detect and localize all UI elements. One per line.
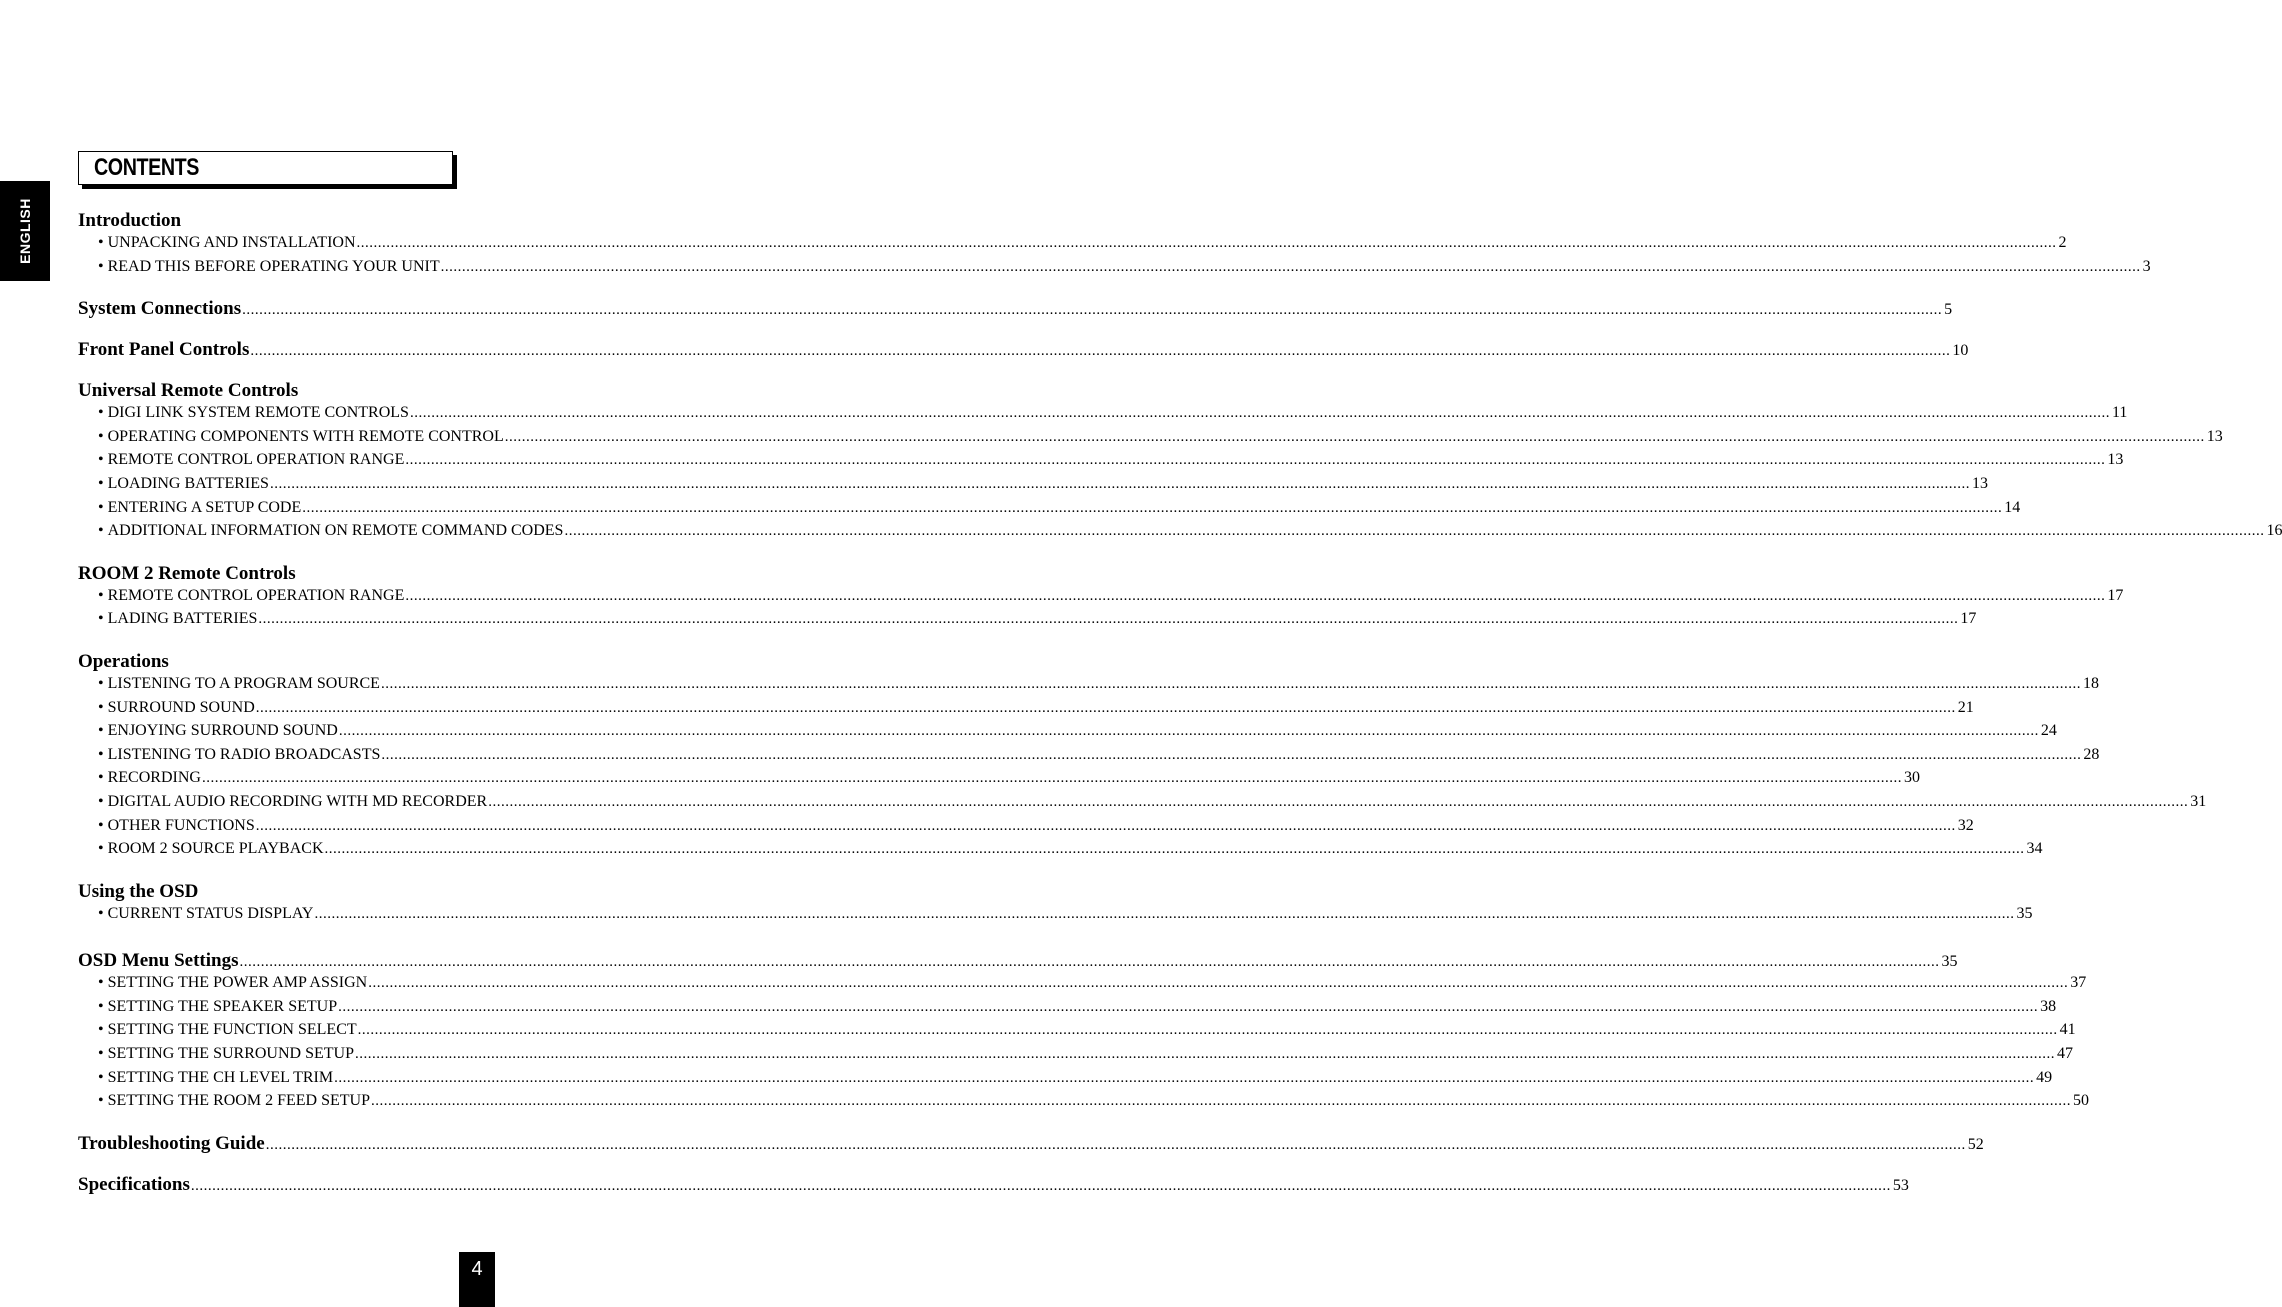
bullet-icon: • [98, 997, 104, 1015]
toc-entry [78, 404, 2128, 428]
toc-page-number: 11 [2111, 404, 2128, 422]
toc-section [78, 210, 2151, 281]
toc-entry-label: UNPACKING AND INSTALLATION [107, 234, 356, 251]
toc-entry [78, 1092, 2089, 1116]
toc-page-number: 13 [2206, 427, 2223, 445]
toc-section-title: Introduction [78, 210, 182, 231]
toc-entry-label: DIGITAL AUDIO RECORDING WITH MD RECORDER [107, 792, 488, 810]
toc-entry-label: LOADING BATTERIES [107, 474, 269, 492]
toc-page-number: 35 [1941, 953, 1958, 971]
toc-page-number: 37 [2070, 974, 2087, 992]
toc-section-heading [78, 380, 864, 404]
toc-section-heading [78, 651, 864, 675]
toc-section-heading [78, 339, 1969, 363]
toc-section [78, 380, 2282, 546]
bullet-icon: • [98, 840, 104, 858]
toc-section [78, 950, 2089, 1116]
toc-section-title: Specifications [78, 1173, 190, 1195]
dot-leader: ................................................................................................................................................................................................................................................................................................................................................................................................................ [356, 235, 2057, 251]
bullet-icon: • [98, 1045, 104, 1063]
toc-entry [78, 674, 2099, 699]
toc-entry [78, 974, 2087, 998]
toc-page-number: 35 [2016, 904, 2033, 922]
toc-entry-label: ENTERING A SETUP CODE [107, 498, 302, 516]
toc-page-number: 34 [2026, 840, 2043, 858]
dot-leader: ................................................................................................................................................................................................................................................................................................................................................................................................................ [357, 1022, 2058, 1039]
toc-entry [78, 498, 2021, 523]
toc-page-number: 49 [2036, 1068, 2053, 1086]
toc-entry-label: SETTING THE CH LEVEL TRIM [107, 1068, 334, 1086]
table-of-contents [78, 210, 2282, 1215]
bullet-icon: • [98, 698, 104, 716]
toc-entry-label: SETTING THE ROOM 2 FEED SETUP [107, 1092, 370, 1110]
toc-entry [78, 698, 1974, 723]
toc-entry-label: SURROUND SOUND [107, 698, 255, 716]
dot-leader: ................................................................................................................................................................................................................................................................................................................................................................................................................ [265, 1136, 1966, 1153]
bullet-icon: • [98, 1068, 104, 1086]
dot-leader: ................................................................................................................................................................................................................................................................................................................................................................................................................ [381, 746, 2082, 763]
toc-section [78, 880, 2033, 929]
bullet-icon: • [98, 427, 104, 445]
bullet-icon: • [98, 974, 104, 992]
dot-leader: ................................................................................................................................................................................................................................................................................................................................................................................................................ [380, 675, 2081, 692]
language-tab [0, 181, 50, 281]
toc-entry-label: RECORDING [107, 769, 201, 787]
toc-section-title: Front Panel Controls [78, 339, 250, 361]
bullet-icon: • [98, 522, 104, 540]
toc-section [78, 1132, 1984, 1157]
page-number: 4 [459, 1252, 495, 1307]
toc-entry-label: LADING BATTERIES [107, 610, 258, 628]
page-title: CONTENTS [94, 154, 199, 181]
toc-entry-label: SETTING THE POWER AMP ASSIGN [107, 974, 368, 992]
dot-leader: ................................................................................................................................................................................................................................................................................................................................................................................................................ [258, 611, 1959, 628]
dot-leader: ................................................................................................................................................................................................................................................................................................................................................................................................................ [190, 1177, 1891, 1194]
toc-page-number: 13 [1971, 474, 1988, 492]
toc-section [78, 298, 1953, 322]
toc-entry [78, 257, 2151, 282]
toc-entry-label: ADDITIONAL INFORMATION ON REMOTE COMMAND CODES [107, 522, 564, 540]
toc-page-number: 24 [2040, 722, 2057, 740]
dot-leader: ................................................................................................................................................................................................................................................................................................................................................................................................................ [370, 1093, 2071, 1110]
dot-leader: ................................................................................................................................................................................................................................................................................................................................................................................................................ [314, 905, 2015, 922]
toc-entry-label: REMOTE CONTROL OPERATION RANGE [107, 586, 405, 604]
bullet-icon: • [98, 474, 104, 492]
dot-leader: ................................................................................................................................................................................................................................................................................................................................................................................................................ [405, 587, 2106, 604]
toc-entry [78, 792, 2207, 817]
toc-section-heading [78, 563, 864, 587]
toc-entry [78, 586, 2124, 611]
bullet-icon: • [98, 586, 104, 604]
bullet-icon: • [98, 404, 104, 422]
bullet-icon: • [98, 1092, 104, 1110]
toc-entry [78, 840, 2043, 864]
bullet-icon: • [98, 792, 104, 810]
toc-entry-label: SETTING THE FUNCTION SELECT [107, 1021, 357, 1039]
toc-entry [78, 427, 2223, 452]
dot-leader: ................................................................................................................................................................................................................................................................................................................................................................................................................ [302, 499, 2003, 516]
toc-section [78, 1173, 1909, 1198]
toc-entry-label: READ THIS BEFORE OPERATING YOUR UNIT [107, 257, 440, 275]
toc-entry-label: CURRENT STATUS DISPLAY [107, 904, 314, 922]
toc-entry-label: OTHER FUNCTIONS [107, 816, 255, 834]
toc-entry [78, 1068, 2053, 1093]
toc-entry [78, 1045, 2073, 1069]
toc-section-heading [78, 210, 864, 234]
dot-leader: ................................................................................................................................................................................................................................................................................................................................................................................................................ [338, 723, 2039, 740]
toc-page-number: 50 [2072, 1092, 2089, 1110]
toc-page-number: 18 [2082, 674, 2099, 692]
bullet-icon: • [98, 769, 104, 787]
toc-page-number: 53 [1892, 1176, 1909, 1194]
toc-page-number: 17 [2107, 586, 2124, 604]
toc-section-title: Universal Remote Controls [78, 380, 299, 402]
toc-entry [78, 997, 2057, 1022]
dot-leader: ................................................................................................................................................................................................................................................................................................................................................................................................................ [564, 523, 2265, 540]
toc-entry [78, 234, 2067, 258]
dot-leader: ................................................................................................................................................................................................................................................................................................................................................................................................................ [334, 1069, 2035, 1086]
toc-entry-label: LISTENING TO RADIO BROADCASTS [107, 745, 381, 763]
toc-page-number: 41 [2059, 1021, 2076, 1039]
toc-entry-label: SETTING THE SURROUND SETUP [107, 1045, 354, 1063]
dot-leader: ................................................................................................................................................................................................................................................................................................................................................................................................................ [250, 343, 1951, 360]
toc-entry-label: ENJOYING SURROUND SOUND [107, 722, 338, 740]
dot-leader: ................................................................................................................................................................................................................................................................................................................................................................................................................ [504, 428, 2205, 445]
toc-page-number: 16 [2266, 522, 2282, 540]
toc-section-title: Using the OSD [78, 880, 199, 902]
toc-entry-label: REMOTE CONTROL OPERATION RANGE [107, 451, 405, 469]
toc-page-number: 2 [2058, 234, 2067, 251]
toc-page-number: 3 [2142, 257, 2151, 275]
bullet-icon: • [98, 498, 104, 516]
dot-leader: ................................................................................................................................................................................................................................................................................................................................................................................................................ [269, 475, 1970, 492]
toc-page-number: 14 [2004, 498, 2021, 516]
dot-leader: ................................................................................................................................................................................................................................................................................................................................................................................................................ [368, 975, 2069, 992]
dot-leader: ................................................................................................................................................................................................................................................................................................................................................................................................................ [409, 405, 2110, 422]
toc-entry [78, 769, 1920, 793]
dot-leader: ................................................................................................................................................................................................................................................................................................................................................................................................................ [405, 452, 2106, 469]
toc-entry [78, 816, 1974, 841]
bullet-icon: • [98, 610, 104, 628]
toc-page-number: 31 [2190, 792, 2207, 810]
dot-leader: ................................................................................................................................................................................................................................................................................................................................................................................................................ [355, 1046, 2055, 1063]
toc-page-number: 21 [1957, 698, 1974, 716]
dot-leader: ................................................................................................................................................................................................................................................................................................................................................................................................................ [338, 998, 2039, 1015]
toc-page-number: 13 [2107, 451, 2124, 469]
toc-entry-label: OPERATING COMPONENTS WITH REMOTE CONTROL [107, 427, 504, 445]
toc-entry [78, 745, 2100, 770]
toc-section-heading [78, 298, 1953, 322]
toc-entry-label: SETTING THE SPEAKER SETUP [107, 997, 338, 1015]
dot-leader: ................................................................................................................................................................................................................................................................................................................................................................................................................ [440, 258, 2141, 275]
bullet-icon: • [98, 257, 104, 275]
toc-page-number: 10 [1952, 342, 1969, 360]
bullet-icon: • [98, 451, 104, 469]
toc-entry-label: ROOM 2 SOURCE PLAYBACK [107, 840, 324, 858]
toc-page-number: 47 [2057, 1045, 2073, 1063]
toc-entry [78, 904, 2033, 929]
toc-section [78, 562, 2124, 634]
toc-section-heading [78, 950, 1958, 974]
dot-leader: ................................................................................................................................................................................................................................................................................................................................................................................................................ [201, 770, 1902, 787]
toc-entry [78, 522, 2282, 546]
bullet-icon: • [98, 745, 104, 763]
toc-section-title: OSD Menu Settings [78, 950, 239, 972]
bullet-icon: • [98, 904, 104, 922]
toc-entry [78, 722, 2057, 746]
toc-page-number: 32 [1957, 816, 1974, 834]
toc-page-number: 52 [1967, 1135, 1984, 1153]
bullet-icon: • [98, 1021, 104, 1039]
toc-section-title: ROOM 2 Remote Controls [78, 562, 296, 584]
toc-entry-label: LISTENING TO A PROGRAM SOURCE [107, 674, 380, 692]
toc-section [78, 650, 2207, 864]
dot-leader: ................................................................................................................................................................................................................................................................................................................................................................................................................ [239, 954, 1940, 971]
bullet-icon: • [98, 816, 104, 834]
toc-entry [78, 610, 1977, 634]
bullet-icon: • [98, 674, 104, 692]
toc-entry [78, 474, 1988, 499]
dot-leader: ................................................................................................................................................................................................................................................................................................................................................................................................................ [255, 699, 1956, 716]
toc-section-title: Operations [78, 650, 169, 672]
toc-page-number: 17 [1960, 610, 1977, 628]
language-tab-label: ENGLISH [17, 198, 34, 264]
toc-page-number: 28 [2083, 745, 2100, 763]
dot-leader: ................................................................................................................................................................................................................................................................................................................................................................................................................ [255, 817, 1956, 834]
toc-section [78, 339, 1969, 363]
toc-page-number: 5 [1944, 301, 1953, 319]
toc-section-heading [78, 1132, 1984, 1157]
bullet-icon: • [98, 234, 104, 251]
toc-section-title: Troubleshooting Guide [78, 1132, 265, 1154]
toc-entry [78, 1021, 2076, 1045]
toc-section-heading [78, 1173, 1909, 1198]
toc-page-number: 30 [1903, 769, 1920, 787]
toc-entry [78, 451, 2124, 475]
dot-leader: ................................................................................................................................................................................................................................................................................................................................................................................................................ [488, 793, 2189, 810]
toc-section-heading [78, 881, 864, 905]
dot-leader: ................................................................................................................................................................................................................................................................................................................................................................................................................ [324, 841, 2025, 858]
toc-section-title: System Connections [78, 298, 242, 320]
toc-entry-label: DIGI LINK SYSTEM REMOTE CONTROLS [107, 404, 409, 422]
dot-leader: ................................................................................................................................................................................................................................................................................................................................................................................................................ [242, 302, 1943, 319]
toc-page-number: 38 [2040, 997, 2057, 1015]
contents-heading-box [78, 151, 453, 185]
bullet-icon: • [98, 722, 104, 740]
